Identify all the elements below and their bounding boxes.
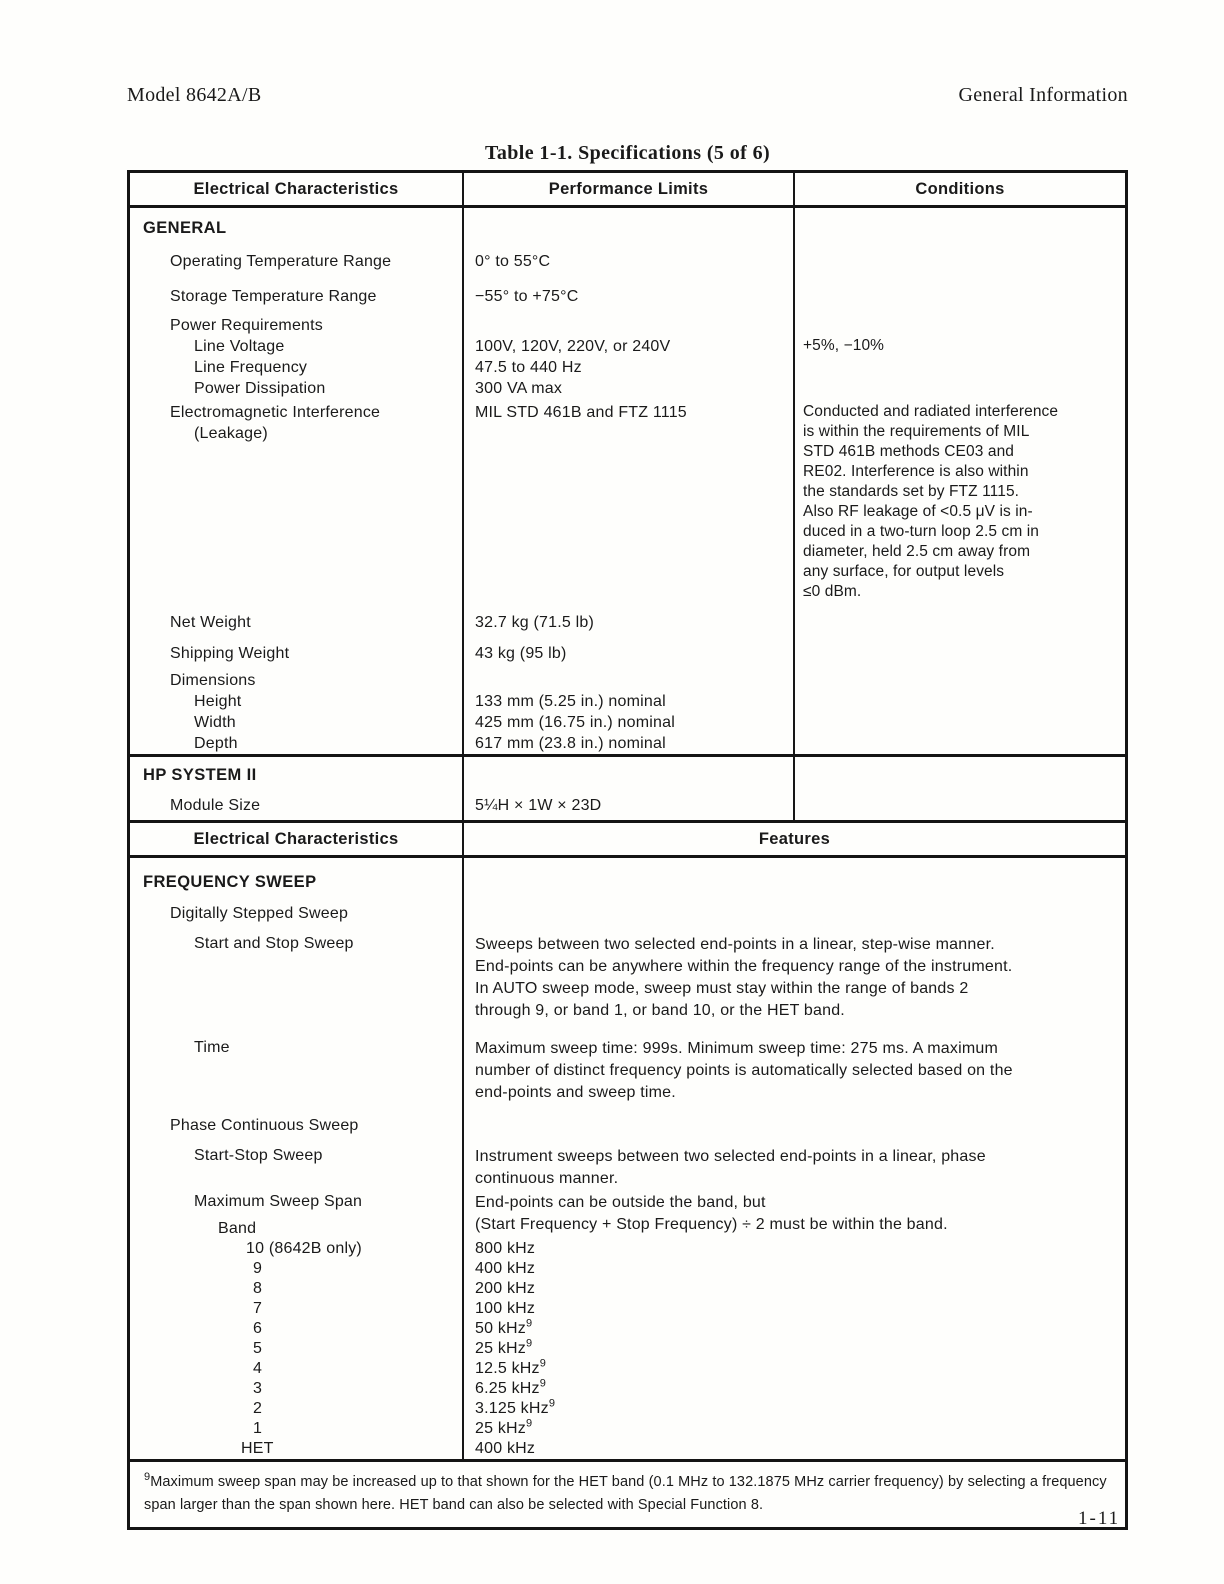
band-number: 10 (8642B only) [246, 1240, 362, 1257]
footnote-marker: 9 [144, 1471, 151, 1484]
band-span-value: 100 kHz [475, 1300, 536, 1317]
band-span [462, 1359, 1125, 1379]
footnote-ref: 9 [539, 1357, 547, 1370]
feature-line: End-points can be anywhere within the frequency range of the instrument. [475, 958, 1013, 975]
dimensions-labels [130, 664, 462, 754]
line-voltage-label: Line Voltage [194, 338, 285, 355]
band-number: 7 [253, 1300, 263, 1317]
doc-header-section: General Information [958, 84, 1128, 106]
header-conditions: Conditions [793, 173, 1125, 205]
band-row [130, 1359, 1125, 1379]
feature-line: number of distinct frequency points is automatically selected based on the [475, 1062, 1013, 1079]
section-general [130, 208, 1125, 754]
header-features: Features [462, 823, 1125, 855]
band-span [462, 1299, 1125, 1319]
band-span [462, 1279, 1125, 1299]
table-title: Table 1-1. Specifications (5 of 6) [484, 142, 771, 164]
feature-line: Sweeps between two selected end-points in a linear, step-wise manner. [475, 936, 995, 953]
feature-line: In AUTO sweep mode, sweep must stay within the range of bands 2 [475, 980, 969, 997]
frequency-sweep-section-title: FREQUENCY SWEEP [143, 873, 317, 891]
spacer-cell [793, 602, 1125, 633]
spacer-cell [462, 208, 793, 238]
start-stop-sweep-label: Start-Stop Sweep [194, 1147, 323, 1164]
doc-header-model: Model 8642A/B [127, 84, 262, 106]
band-span-value: 400 kHz [475, 1260, 536, 1277]
time-feature [462, 1022, 1125, 1104]
band-number: 8 [253, 1280, 263, 1297]
emi-condition-line: STD 461B methods CE03 and [803, 443, 1015, 460]
line-voltage-condition: +5%, −10% [803, 337, 885, 354]
header-row-1 [130, 173, 1125, 208]
header-electrical-characteristics-2: Electrical Characteristics [193, 830, 399, 848]
footnote-ref: 9 [526, 1417, 533, 1430]
band-number: 2 [253, 1400, 263, 1417]
feature-line: Maximum sweep time: 999s. Minimum sweep time: 275 ms. A maximum [475, 1040, 998, 1057]
footnote-line-2: span larger than the span shown here. HET band can also be selected with Special Function 8. [144, 1497, 764, 1513]
spacer-cell [462, 858, 1125, 892]
feature-line: Instrument sweeps between two selected end-points in a linear, phase [475, 1148, 986, 1165]
storage-temp-label: Storage Temperature Range [170, 288, 377, 305]
emi-label: Electromagnetic Interference [170, 404, 381, 421]
spacer-cell [793, 664, 1125, 754]
depth-label: Depth [194, 735, 238, 752]
page-number: 1-11 [1078, 1508, 1121, 1529]
spacer-cell [793, 757, 1125, 785]
row-power-requirements [130, 307, 1125, 399]
band-span-value: 400 kHz [475, 1440, 536, 1457]
band-row [130, 1239, 1125, 1259]
operating-temp-value: 0° to 55°C [475, 253, 551, 270]
feature-line: End-points can be outside the band, but [475, 1194, 766, 1211]
band-row [130, 1299, 1125, 1319]
band-label: Band [218, 1220, 257, 1237]
width-value: 425 mm (16.75 in.) nominal [475, 714, 675, 731]
spacer-cell [793, 633, 1125, 664]
time-label: Time [194, 1039, 230, 1056]
module-size-label: Module Size [170, 797, 261, 814]
band-span [462, 1259, 1125, 1279]
footnote-text-1: Maximum sweep span may be increased up to that shown for the HET band (0.1 MHz to 132.1875 MHz carrier frequency) by selecting a frequency [150, 1474, 1107, 1490]
power-dissipation-label: Power Dissipation [194, 380, 326, 397]
row-electromagnetic-interference [130, 399, 1125, 602]
feature-line: end-points and sweep time. [475, 1084, 676, 1101]
height-value: 133 mm (5.25 in.) nominal [475, 693, 666, 710]
band-span [462, 1419, 1125, 1439]
emi-condition-line: the standards set by FTZ 1115. [803, 483, 1020, 500]
band-number: 3 [253, 1380, 263, 1397]
band-number: 5 [253, 1340, 263, 1357]
width-label: Width [194, 714, 236, 731]
column-divider [462, 208, 464, 754]
header-row-2 [130, 820, 1125, 858]
band-number: 9 [253, 1260, 263, 1277]
row-shipping-weight [130, 633, 1125, 664]
spacer-cell [462, 757, 793, 785]
column-divider [793, 757, 795, 820]
band-span [462, 1379, 1125, 1399]
maximum-sweep-span-feature [462, 1190, 1125, 1239]
specifications-table [127, 170, 1128, 1530]
emi-condition-line: Conducted and radiated interference [803, 403, 1059, 420]
band-row [130, 1439, 1125, 1459]
emi-value: MIL STD 461B and FTZ 1115 [475, 404, 687, 421]
general-section-title: GENERAL [143, 219, 227, 237]
net-weight-value: 32.7 kg (71.5 lb) [475, 614, 595, 631]
band-span-value: 800 kHz [475, 1240, 536, 1257]
band-row [130, 1379, 1125, 1399]
depth-value: 617 mm (23.8 in.) nominal [475, 735, 666, 752]
band-span-value: 6.25 kHz [475, 1380, 540, 1397]
feature-line: (Start Frequency + Stop Frequency) ÷ 2 must be within the band. [475, 1216, 948, 1233]
emi-condition-line: Also RF leakage of <0.5 μV is in- [803, 503, 1033, 520]
section-hp-system-ii [130, 754, 1125, 820]
footnote-ref: 9 [526, 1317, 533, 1330]
band-number: 6 [253, 1320, 263, 1337]
operating-temp-label: Operating Temperature Range [170, 253, 392, 270]
row-hp-system-title [130, 757, 1125, 785]
band-span [462, 1239, 1125, 1259]
net-weight-label: Net Weight [170, 614, 251, 631]
header-electrical-characteristics: Electrical Characteristics [193, 180, 399, 198]
band-span-value: 3.125 kHz [475, 1400, 549, 1417]
band-row [130, 1399, 1125, 1419]
band-number: 4 [253, 1360, 263, 1377]
band-span [462, 1339, 1125, 1359]
emi-label-leakage: (Leakage) [194, 425, 268, 442]
band-span [462, 1439, 1125, 1459]
header-performance-limits: Performance Limits [462, 173, 793, 205]
row-start-stop-sweep [130, 1136, 1125, 1190]
column-divider [462, 757, 464, 820]
band-number: HET [241, 1440, 274, 1457]
start-and-stop-sweep-feature [462, 924, 1125, 1022]
start-and-stop-sweep-label: Start and Stop Sweep [194, 935, 354, 952]
row-time [130, 1022, 1125, 1104]
power-requirements-values [462, 307, 793, 399]
row-storage-temperature [130, 272, 1125, 307]
height-label: Height [194, 693, 242, 710]
footnote-ref: 9 [548, 1397, 556, 1410]
dimensions-label: Dimensions [170, 672, 256, 689]
spacer-cell [793, 272, 1125, 307]
emi-labels [130, 399, 462, 602]
start-stop-sweep-feature [462, 1136, 1125, 1190]
module-size-value: 5¼H × 1W × 23D [475, 797, 602, 814]
section-frequency-sweep [130, 858, 1125, 1459]
band-row [130, 1279, 1125, 1299]
band-span [462, 1319, 1125, 1339]
row-module-size [130, 785, 1125, 816]
row-frequency-sweep-title [130, 858, 1125, 892]
line-voltage-value: 100V, 120V, 220V, or 240V [475, 338, 671, 355]
emi-condition-line: duced in a two-turn loop 2.5 cm in [803, 523, 1040, 540]
maximum-sweep-span-label: Maximum Sweep Span [194, 1193, 363, 1210]
feature-line: continuous manner. [475, 1170, 619, 1187]
power-requirements-labels [130, 307, 462, 399]
line-frequency-label: Line Frequency [194, 359, 308, 376]
shipping-weight-label: Shipping Weight [170, 645, 290, 662]
spacer-cell [793, 785, 1125, 816]
band-row [130, 1319, 1125, 1339]
storage-temp-value: −55° to +75°C [475, 288, 579, 305]
line-frequency-value: 47.5 to 440 Hz [475, 359, 582, 376]
column-divider [462, 858, 464, 1459]
row-digitally-stepped-sweep [130, 892, 1125, 924]
band-number: 1 [253, 1420, 263, 1437]
row-operating-temperature [130, 238, 1125, 272]
footnote-ref: 9 [539, 1377, 547, 1390]
power-requirements-label: Power Requirements [170, 317, 323, 334]
maximum-sweep-span-labels [130, 1190, 462, 1239]
column-divider [793, 208, 795, 754]
band-span-value: 200 kHz [475, 1280, 536, 1297]
row-general-title [130, 208, 1125, 238]
footnote-line-1 [144, 1471, 1111, 1494]
emi-condition-line: RE02. Interference is also within [803, 463, 1029, 480]
band-span-value: 50 kHz [475, 1320, 526, 1337]
row-net-weight [130, 602, 1125, 633]
digitally-stepped-sweep-label: Digitally Stepped Sweep [170, 905, 349, 922]
band-span-value: 25 kHz [475, 1340, 526, 1357]
emi-condition-line: ≤0 dBm. [803, 583, 862, 600]
band-span-value: 12.5 kHz [475, 1360, 540, 1377]
phase-continuous-sweep-label: Phase Continuous Sweep [170, 1117, 359, 1134]
table-footnote [130, 1459, 1125, 1527]
spacer-cell [793, 238, 1125, 272]
row-start-and-stop-sweep [130, 924, 1125, 1022]
band-row [130, 1339, 1125, 1359]
dimensions-values [462, 664, 793, 754]
band-row [130, 1259, 1125, 1279]
spacer-cell [793, 208, 1125, 238]
row-phase-continuous-sweep [130, 1104, 1125, 1136]
spacer-cell [462, 892, 1125, 924]
row-maximum-sweep-span [130, 1190, 1125, 1239]
band-span-value: 25 kHz [475, 1420, 526, 1437]
emi-condition-line: is within the requirements of MIL [803, 423, 1030, 440]
footnote-ref: 9 [526, 1337, 533, 1350]
emi-condition-line: any surface, for output levels [803, 563, 1005, 580]
row-dimensions [130, 664, 1125, 754]
hp-system-section-title: HP SYSTEM II [143, 766, 257, 784]
band-row [130, 1419, 1125, 1439]
shipping-weight-value: 43 kg (95 lb) [475, 645, 567, 662]
band-span [462, 1399, 1125, 1419]
power-dissipation-value: 300 VA max [475, 380, 563, 397]
emi-condition-line: diameter, held 2.5 cm away from [803, 543, 1031, 560]
emi-condition [793, 399, 1125, 602]
spacer-cell [462, 1104, 1125, 1136]
feature-line: through 9, or band 1, or band 10, or the HET band. [475, 1002, 845, 1019]
